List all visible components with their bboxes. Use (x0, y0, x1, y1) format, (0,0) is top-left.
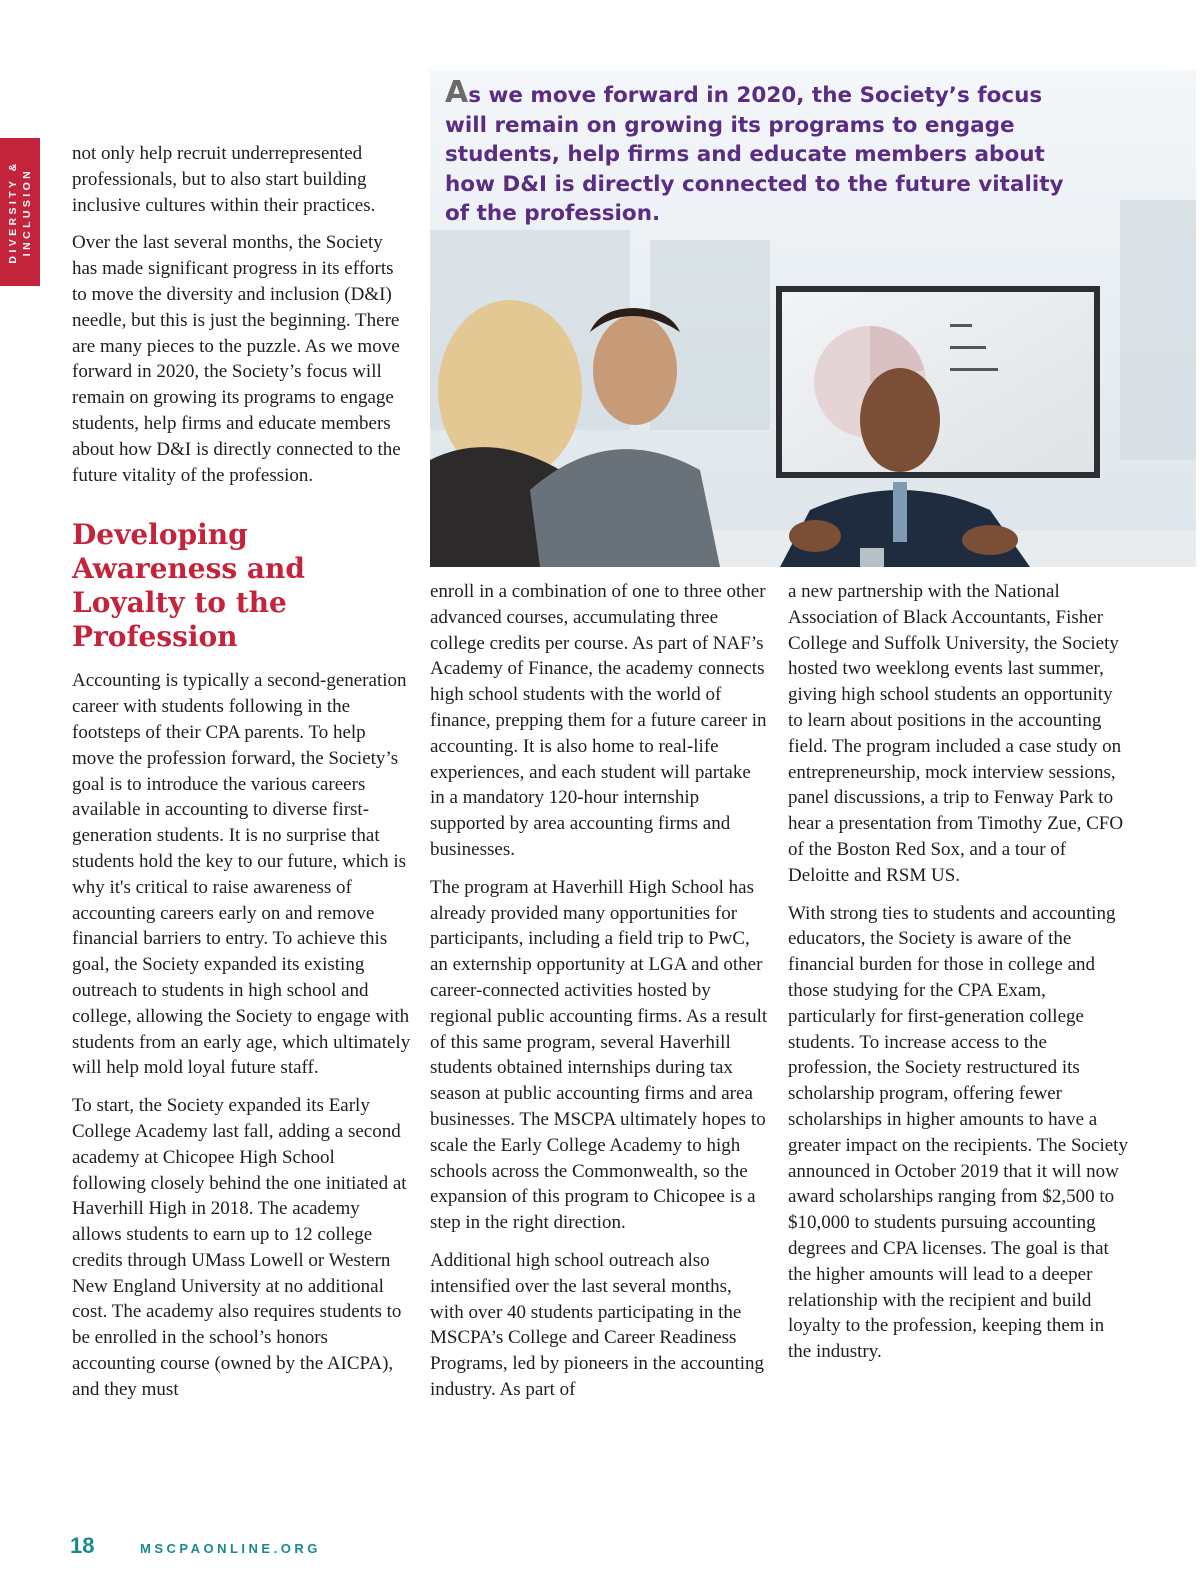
website-link[interactable]: MSCPAONLINE.ORG (140, 1541, 321, 1556)
section-tab-line1: DIVERSITY & (7, 160, 19, 264)
col1-paragraph-3: Accounting is typically a second-generation career with students following in the footsteps of their CPA parents. To help move the profession forward, the Society’s goal is to introduce the various careers available in accounting to diverse first-generation students. It is no surprise that students hold the key to our future, which is why it's critical to raise awareness of accounting careers early on and remove financial barriers to entry. To achieve this goal, the Society expanded its existing outreach to students in high school and college, allowing the Society to engage with students from an early age, which ultimately will help mold loyal future staff. (72, 670, 411, 1079)
col3-paragraph-1: a new partnership with the National Association of Black Accountants, Fisher College and Suffolk University, the Society hosted two weeklong events last summer, giving high school students an opportunity to learn about positions in the accounting field. The program included a case study on entrepreneurship, mock interview sessions, panel discussions, a trip to Fenway Park to hear a presentation from Timothy Zue, CFO of the Boston Red Sox, and a tour of Deloitte and RSM US. (788, 581, 1124, 886)
col2-paragraph-2: The program at Haverhill High School has already provided many opportunities for participants, including a field trip to PwC, an externship opportunity at LGA and other career-connected activities hosted by regional public accounting firms. As a result of this same program, several Haverhill students obtained internships during tax season at public accounting firms and area businesses. The MSCPA ultimately hopes to scale the Early College Academy to high schools across the Commonwealth, so the expansion of this program to Chicopee is a step in the right direction. (430, 876, 768, 1234)
section-tab (0, 138, 40, 286)
col2-paragraph-1: enroll in a combination of one to three other advanced courses, accumulating three college credits per course. As part of NAF’s Academy of Finance, the academy connects high school students with the world of finance, prepping them for a future career in accounting. It is also home to real-life experiences, and each student will partake in a mandatory 120-hour internship supported by area accounting firms and businesses. (430, 581, 767, 860)
col1-paragraph-2: Over the last several months, the Society has made significant progress in its efforts to move the diversity and inclusion (D&I) needle, but this is just the beginning. There are many pieces to the puzzle. As we move forward in 2020, the Society’s focus will remain on growing its programs to engage students, help firms and educate members about how D&I is directly connected to the future vitality of the profession. (72, 232, 401, 486)
section-heading: Developing Awareness and Loyalty to the Profession (72, 518, 305, 654)
column-3 (788, 579, 1128, 1377)
pull-quote-drop-letter: A (445, 75, 469, 110)
pull-quote-text: s we move forward in 2020, the Society’s focus will remain on growing its programs to engage students, help firms and educate members about how D&I is directly connected to the future vitality of the profession. (445, 83, 1064, 226)
col3-paragraph-2: With strong ties to students and accounting educators, the Society is aware of the financial burden for those in college and those studying for the CPA Exam, particularly for first-generation college students. To increase access to the profession, the Society restructured its scholarship program, offering fewer scholarships in higher amounts to have a greater impact on the recipients. The Society announced in October 2019 that it will now award scholarships ranging from $2,500 to $10,000 to students pursuing accounting degrees and CPA licenses. The goal is that the higher amounts will lead to a deeper relationship with the recipient and build loyalty to the profession, keeping them in the industry. (788, 902, 1128, 1363)
col1-paragraph-1: not only help recruit underrepresented professionals, but to also start building inclusive cultures within their practices. (72, 143, 376, 216)
column-1 (72, 141, 412, 1415)
column-2 (430, 579, 770, 1415)
col1-paragraph-4: To start, the Society expanded its Early College Academy last fall, adding a second academy at Chicopee High School following closely behind the one initiated at Haverhill High in 2018. The academy allows students to earn up to 12 college credits through UMass Lowell or Western New England University at no additional cost. The academy also requires students to be enrolled in the school’s honors accounting course (owned by the AICPA), and they must (72, 1095, 407, 1400)
pull-quote (445, 75, 1085, 229)
section-tab-line2: INCLUSION (21, 167, 33, 257)
col2-paragraph-3: Additional high school outreach also intensified over the last several months, with over 40 students participating in the MSCPA’s College and Career Readiness Programs, led by pioneers in the accounting industry. As part of (430, 1249, 765, 1400)
page-number: 18 (70, 1533, 95, 1558)
